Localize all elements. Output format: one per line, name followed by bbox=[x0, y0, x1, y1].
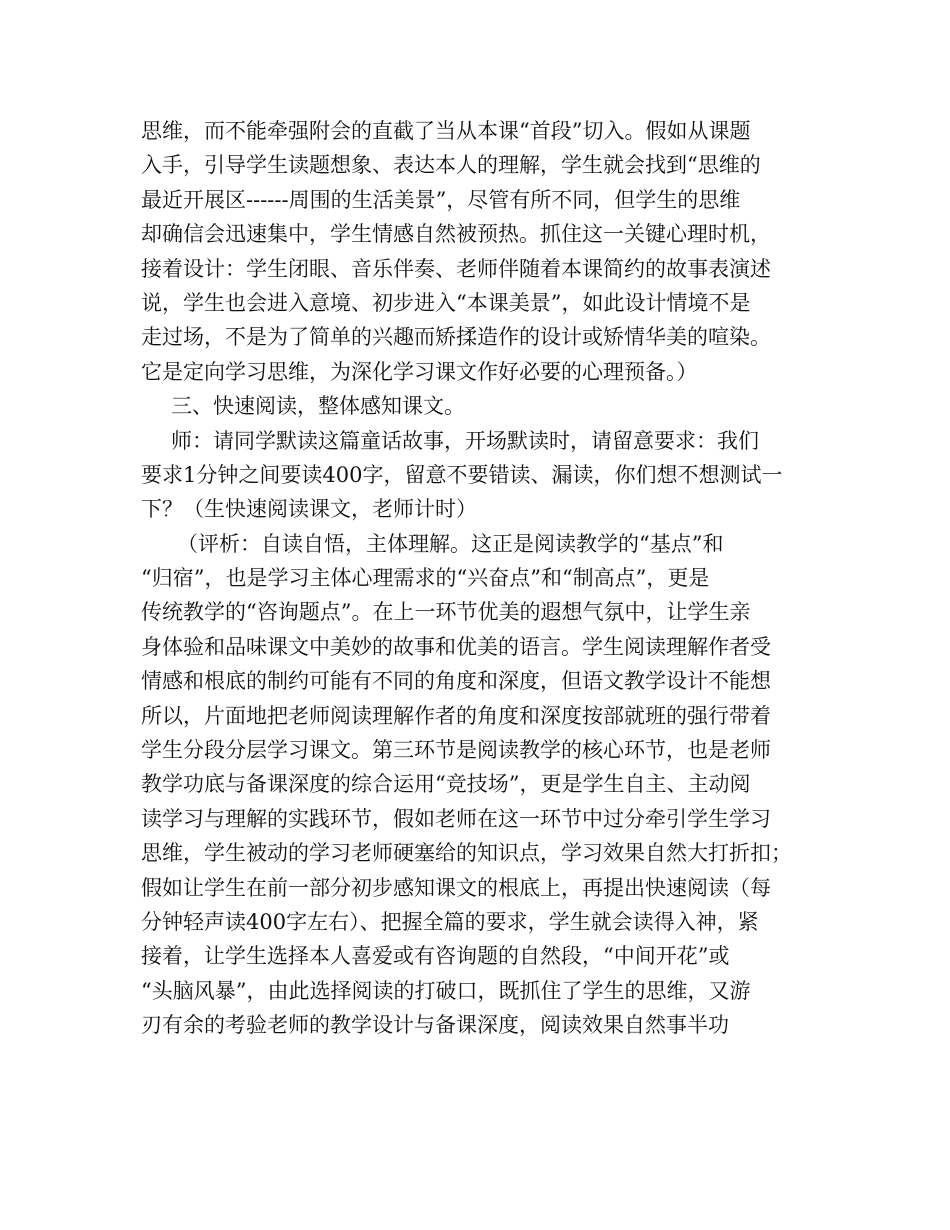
text-line: 刃有余的考验老师的教学设计与备课深度，阅读效果自然事半功 bbox=[141, 1013, 729, 1038]
text-line: 说，学生也会进入意境、初步进入“本课美景”，如此设计情境不是 bbox=[141, 290, 751, 315]
text-line: 读学习与理解的实践环节，假如老师在这一环节中过分牵引学生学习 bbox=[141, 806, 771, 831]
text-line: 分钟轻声读400字左右）、把握全篇的要求，学生就会读得入神，紧 bbox=[141, 909, 759, 934]
text-line: “归宿”，也是学习主体心理需求的“兴奋点”和“制高点”，更是 bbox=[141, 566, 710, 591]
text-line: 学生分段分层学习课文。第三环节是阅读教学的核心环节，也是老师 bbox=[141, 738, 771, 763]
text-line: 思维，学生被动的学习老师硬塞给的知识点，学习效果自然大打折扣； bbox=[141, 841, 792, 866]
text-line: 却确信会迅速集中，学生情感自然被预热。抓住这一关键心理时机， bbox=[141, 222, 771, 247]
text-line: 身体验和品味课文中美妙的故事和优美的语言。学生阅读理解作者受 bbox=[141, 634, 771, 659]
text-line: 接着设计：学生闭眼、音乐伴奏、老师伴随着本课简约的故事表演述 bbox=[141, 256, 771, 281]
text-line: 最近开展区------周围的生活美景”，尽管有所不同，但学生的思维 bbox=[141, 187, 741, 212]
text-line: 要求1分钟之间要读400字，留意不要错读、漏读，你们想不想测试一 bbox=[141, 462, 783, 487]
text-line: “头脑风暴”，由此选择阅读的打破口，既抓住了学生的思维，又游 bbox=[141, 978, 751, 1003]
text-line: 情感和根底的制约可能有不同的角度和深度，但语文教学设计不能想 bbox=[141, 669, 771, 694]
text-line: 假如让学生在前一部分初步感知课文的根底上，再提出快速阅读（每 bbox=[141, 875, 771, 900]
document-body bbox=[141, 114, 821, 1043]
text-line: 下？（生快速阅读课文，老师计时） bbox=[141, 497, 477, 522]
text-line: 它是定向学习思维，为深化学习课文作好必要的心理预备。） bbox=[141, 359, 698, 384]
text-line: 所以，片面地把老师阅读理解作者的角度和深度按部就班的强行带着 bbox=[141, 703, 771, 728]
text-line: 师：请同学默读这篇童话故事，开场默读时，请留意要求：我们 bbox=[171, 428, 759, 453]
text-line: 传统教学的“咨询题点”。在上一环节优美的遐想气氛中，让学生亲 bbox=[141, 600, 751, 625]
text-line: 走过场，不是为了简单的兴趣而矫揉造作的设计或矫情华美的喧染。 bbox=[141, 325, 771, 350]
text-line: 接着，让学生选择本人喜爱或有咨询题的自然段，“中间开花”或 bbox=[141, 944, 730, 969]
text-line: 入手，引导学生读题想象、表达本人的理解，学生就会找到“思维的 bbox=[141, 153, 761, 178]
section-heading: 三、快速阅读，整体感知课文。 bbox=[171, 394, 465, 419]
text-line: 思维，而不能牵强附会的直截了当从本课“首段”切入。假如从课题 bbox=[141, 119, 751, 143]
text-line: （评析：自读自悟，主体理解。这正是阅读教学的“基点”和 bbox=[177, 531, 724, 556]
text-line: 教学功底与备课深度的综合运用“竞技场”，更是学生自主、主动阅 bbox=[141, 772, 751, 797]
